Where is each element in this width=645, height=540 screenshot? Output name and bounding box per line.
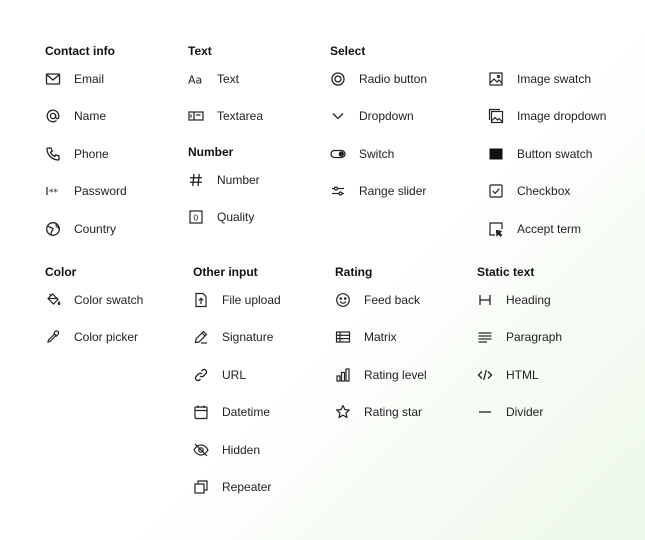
field-url-label: URL	[222, 368, 247, 382]
field-dropdown-label: Dropdown	[359, 109, 414, 123]
password-icon	[45, 183, 61, 199]
eyedropper-icon	[45, 329, 61, 345]
field-url[interactable]	[193, 365, 246, 385]
code-icon	[477, 367, 493, 383]
field-image-swatch-label: Image swatch	[517, 72, 592, 86]
field-range-slider[interactable]	[330, 181, 426, 201]
field-textarea-label: Textarea	[217, 109, 264, 123]
textarea-icon	[188, 108, 204, 124]
field-paragraph-label: Paragraph	[506, 330, 563, 344]
globe-icon	[45, 221, 61, 237]
section-title-text: Text	[188, 44, 212, 58]
field-phone[interactable]	[45, 144, 109, 164]
section-title-contact-info: Contact info	[45, 44, 115, 58]
file-upload-icon	[193, 292, 209, 308]
field-signature-label: Signature	[222, 330, 274, 344]
field-name[interactable]	[45, 106, 106, 126]
radio-icon	[330, 71, 346, 87]
field-rating-star[interactable]	[335, 402, 422, 422]
section-title-rating: Rating	[335, 265, 373, 279]
field-switch[interactable]	[330, 144, 394, 164]
toggle-icon	[330, 146, 346, 162]
field-image-dropdown[interactable]	[488, 106, 606, 126]
field-radio-button-label: Radio button	[359, 72, 428, 86]
field-phone-label: Phone	[74, 147, 109, 161]
field-button-swatch-label: Button swatch	[517, 147, 593, 161]
field-datetime[interactable]	[193, 402, 270, 422]
image-icon	[488, 71, 504, 87]
paragraph-lines-icon	[477, 329, 493, 345]
field-file-upload[interactable]	[193, 290, 281, 310]
field-number[interactable]	[188, 170, 260, 190]
field-heading[interactable]	[477, 290, 551, 310]
field-checkbox-label: Checkbox	[517, 184, 571, 198]
field-matrix[interactable]	[335, 327, 397, 347]
star-icon	[335, 404, 351, 420]
field-file-upload-label: File upload	[222, 293, 281, 307]
svg-text:**: **	[49, 188, 58, 198]
checkbox-icon	[488, 183, 504, 199]
text-aa-icon	[188, 71, 204, 87]
field-rating-star-label: Rating star	[364, 405, 423, 419]
field-html-label: HTML	[506, 368, 539, 382]
field-text-label: Text	[217, 72, 240, 86]
quantity-box-icon	[188, 209, 204, 225]
field-signature[interactable]	[193, 327, 273, 347]
section-title-static-text: Static text	[477, 265, 535, 279]
field-quality[interactable]	[188, 207, 254, 227]
field-hidden[interactable]	[193, 440, 260, 460]
table-icon	[335, 329, 351, 345]
svg-text:0: 0	[193, 213, 199, 223]
field-email-label: Email	[74, 72, 105, 86]
calendar-icon	[193, 404, 209, 420]
field-image-swatch[interactable]	[488, 69, 591, 89]
field-country-label: Country	[74, 222, 117, 236]
at-sign-icon	[45, 108, 61, 124]
chevron-down-icon	[330, 108, 346, 124]
field-country[interactable]	[45, 219, 116, 239]
field-number-label: Number	[217, 173, 260, 187]
field-paragraph[interactable]	[477, 327, 562, 347]
field-rating-level-label: Rating level	[364, 368, 427, 382]
field-rating-level[interactable]	[335, 365, 427, 385]
divider-line-icon	[477, 404, 493, 420]
heading-h-icon	[477, 292, 493, 308]
field-accept-term[interactable]	[488, 219, 581, 239]
field-color-swatch[interactable]	[45, 290, 143, 310]
field-divider[interactable]	[477, 402, 543, 422]
section-title-color: Color	[45, 265, 77, 279]
field-color-picker[interactable]	[45, 327, 138, 347]
field-quality-label: Quality	[217, 210, 255, 224]
field-password[interactable]	[45, 181, 127, 201]
field-email[interactable]	[45, 69, 104, 89]
bar-level-icon	[335, 367, 351, 383]
smiley-icon	[335, 292, 351, 308]
field-datetime-label: Datetime	[222, 405, 271, 419]
field-switch-label: Switch	[359, 147, 395, 161]
field-html[interactable]	[477, 365, 539, 385]
copy-icon	[193, 479, 209, 495]
envelope-icon	[45, 71, 61, 87]
filled-square-icon	[488, 146, 504, 162]
field-matrix-label: Matrix	[364, 330, 397, 344]
field-dropdown[interactable]	[330, 106, 414, 126]
field-heading-label: Heading	[506, 293, 551, 307]
section-title-select: Select	[330, 44, 366, 58]
field-text[interactable]	[188, 69, 239, 89]
field-image-dropdown-label: Image dropdown	[517, 109, 607, 123]
field-hidden-label: Hidden	[222, 443, 261, 457]
hash-icon	[188, 172, 204, 188]
accept-term-icon	[488, 221, 504, 237]
field-feedback[interactable]	[335, 290, 420, 310]
sliders-icon	[330, 183, 346, 199]
section-title-number: Number	[188, 145, 234, 159]
field-textarea[interactable]	[188, 106, 263, 126]
field-repeater[interactable]	[193, 477, 271, 497]
field-name-label: Name	[74, 109, 107, 123]
field-radio-button[interactable]	[330, 69, 427, 89]
field-repeater-label: Repeater	[222, 480, 272, 494]
field-button-swatch[interactable]	[488, 144, 592, 164]
field-checkbox[interactable]	[488, 181, 570, 201]
svg-text:Aa: Aa	[188, 73, 203, 87]
phone-icon	[45, 146, 61, 162]
field-color-picker-label: Color picker	[74, 330, 139, 344]
field-accept-term-label: Accept term	[517, 222, 582, 236]
field-feedback-label: Feed back	[364, 293, 421, 307]
field-range-slider-label: Range slider	[359, 184, 427, 198]
eye-off-icon	[193, 442, 209, 458]
paint-bucket-icon	[45, 292, 61, 308]
image-stack-icon	[488, 108, 504, 124]
field-divider-label: Divider	[506, 405, 544, 419]
field-password-label: Password	[74, 184, 127, 198]
pen-icon	[193, 329, 209, 345]
field-color-swatch-label: Color swatch	[74, 293, 144, 307]
link-icon	[193, 367, 209, 383]
section-title-other-input: Other input	[193, 265, 258, 279]
